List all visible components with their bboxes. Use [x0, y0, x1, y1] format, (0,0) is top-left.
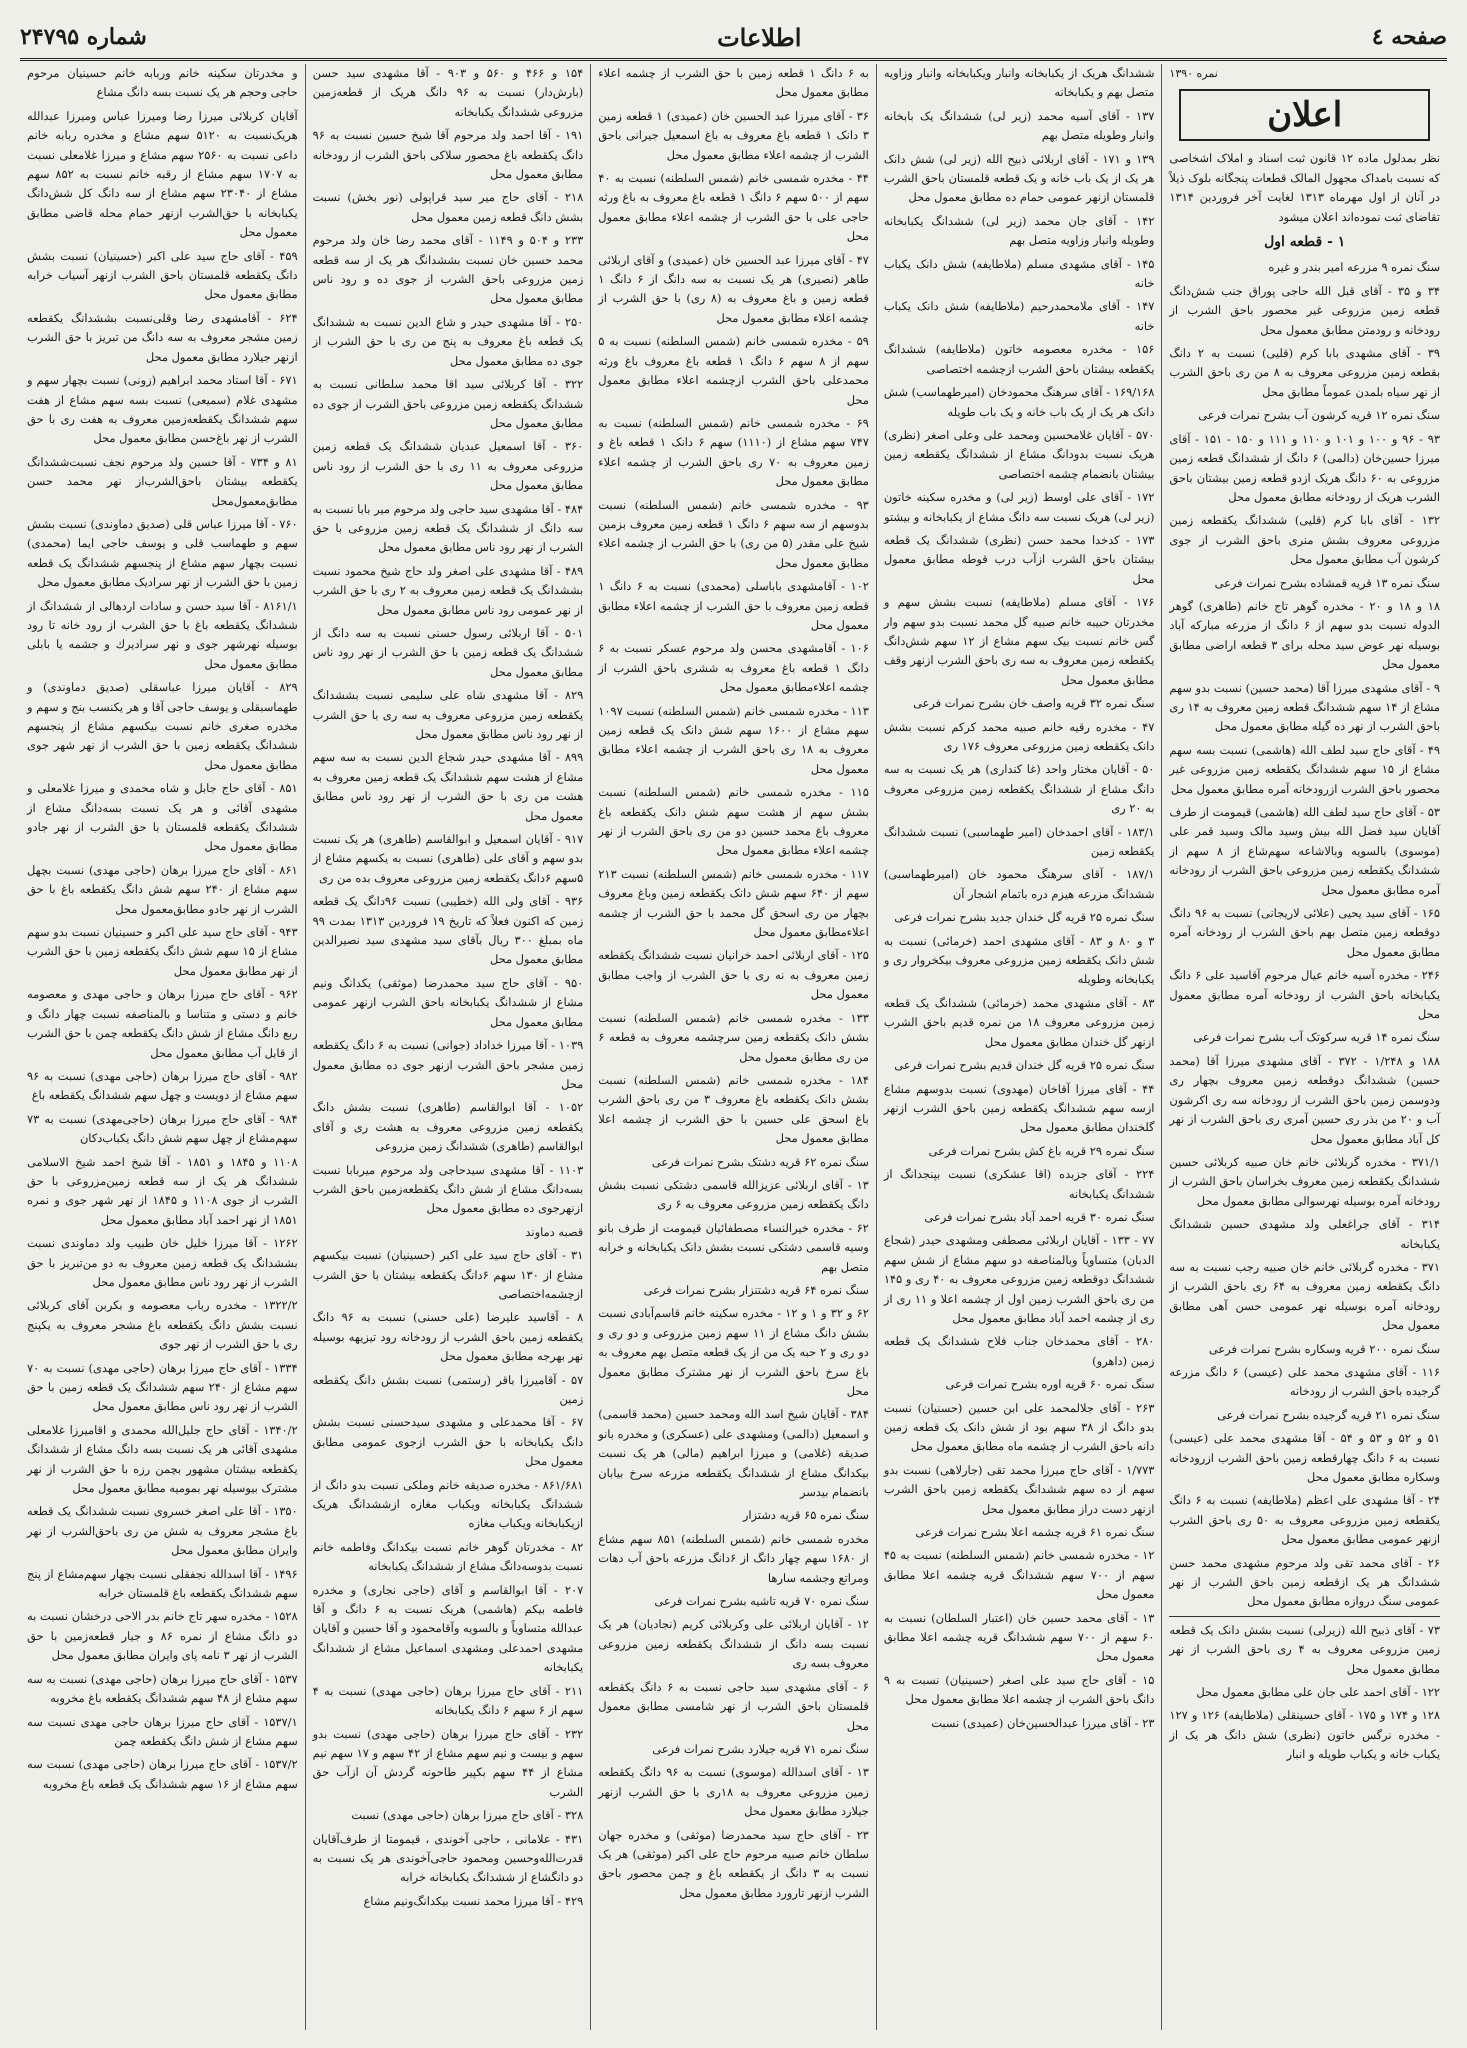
notice-entry: ۱/۷۷۳ - آقای حاج میرزا محمد تقی (جارلاهی) نسبت بدو سهم از ده سهم ششدانگ یکقطعه زمین باحق الشرب ازنهر دست دراز مطابق معمول محل [883, 1462, 1155, 1516]
notice-entry: ۴۴ - آقای میرزا آقاخان (مهدوی) نسبت بدوسهم مشاع ازسه سهم ششدانگ یکقطعه زمین باحق الشرب ازنهر گلخندان مطابق معمول محل [883, 1081, 1155, 1135]
notice-entry: ۳۲۸ - آقای حاج میرزا برهان (حاجی مهدی) نسبت [351, 1808, 584, 1823]
notice-entry: ۱۴۵ - آقای مشهدی مسلم (ملاطایفه) شش دانک یکباب خانه [883, 256, 1155, 291]
notice-entry: ۸۳ - آقای مشهدی محمد (خرمائی) ششدانگ یک قطعه زمین مزروعی معروف ۱۸ من نمره قدیم باحق الشرب ازنهر گل خندان مطابق معمول محل [883, 995, 1155, 1049]
notice-entry: ۶۷۱ - آقا استاد محمد ابراهیم (زونی) نسبت بچهار سهم و مشهدی غلام (سمیعی) نسبت بسه سهم مشاع از هفت سهم ششدانگ یکقطعه‌زمین معروف به هفت ری با حق الشرب از نهر باغ‌حسن مطابق معمول محل [27, 373, 298, 446]
notice-entry: ۹۴۳ - آقای حاج سید علی اکبر و حسینیان نسبت بدو سهم مشاع از ۱۵ سهم شش دانگ یکقطعه زمین با حق الشرب از نهر مطابق معمول محل [27, 925, 298, 978]
notice-entry: ۱۶۹/۱۶۸ - آقای سرهنگ محمودخان (امیرطهماسب) شش دانک هر یک از یک باب خانه و یک باب طویله [883, 385, 1155, 419]
notice-entry: سنگ نمره ۶۵ قریه دشتزار [742, 1508, 869, 1523]
masthead [20, 16, 1447, 61]
notice-entry: ششدانگ هریک از یکبابخانه وانبار ویکبابخانه وانبار وزاویه متصل بهم و یکبابخانه [883, 66, 1155, 100]
notice-entry: ۳۷۱/۱ - مخدره گربلائی خانم خان صبیه کربلائی حسین ششدانگ یکقطعه زمین معروف بخراسان باحق الشرب از رودخانه آمره بوسیله نهرسوالی مطابق معمول محل [1169, 1154, 1440, 1208]
column-4 [305, 64, 591, 2030]
notice-entry: ۱۳۹ و ۱۷۱ - آقای اربلائی ذبیح الله (زیر لی) شش دانک هر یک از یک باب خانه و یک قطعه قلمستان باحق الشرب قلمستان ازنهر عمومی حمام ده مطابق معمول محل [883, 151, 1155, 205]
notice-entry: ۳۸۴ - آقایان شیخ اسد الله ومحمد حسین (محمد قاسمی) و اسمعیل (دالمی) ومشهدی علی (عسکری) و مخدره بانو صدیقه (غلامی) و میرزا ابراهیم (مالی) هر یک نسبت بیکدانگ مشاع از ششدانگ یکقطعه مزرعه سرخ بیابان بانضمام بیدسر [598, 1407, 869, 1500]
notice-entry: و مخدرتان سکینه خانم وربابه خانم حسینیان مرحوم حاجی وحجم هر یک نسبت بسه دانگ مشاع [27, 66, 298, 100]
notice-entry: سنگ نمره ۲۵ قریه گل خندان جدید بشرح نمرات فرعی [894, 910, 1155, 925]
notice-entry: ۷۳ - آقای ذبیح الله (زیرلی) نسبت بشش دانک یک قطعه زمین مزروعی معروف به ۴ ری باحق الشرب از نهر مطابق معمول محل [1169, 1622, 1440, 1676]
notice-entry: سنگ نمره ۲۰۰ قریه وسکاره بشرح نمرات فرعی [1208, 1341, 1440, 1356]
notice-title: اعلان [1179, 89, 1430, 141]
notice-entry: ۶ - آقای مشهدی سید حاجی نسبت به ۶ دانگ یکقطعه قلمستان باحق الشرب از نهر شامسی مطابق معمول محل [598, 1679, 869, 1733]
column-1 [1161, 64, 1447, 2030]
notice-entry: ۱۶۵ - آقای سید یحیی (علائی لاریجانی) نسبت به ۹۶ دانگ دوقطعه زمین متصل بهم باحق الشرب از رودخانه آمره مطابق معمول محل [1169, 906, 1440, 959]
notice-entry: ۵۷ - آقامیرزا باقر (رستمی) نسبت بشش دانگ یکقطعه زمین [312, 1372, 584, 1406]
notice-entry: سنگ نمره ۶۰ قریه اوره بشرح نمرات فرعی [945, 1377, 1155, 1392]
notice-entry: ۹۶۲ - آقای حاج میرزا برهان و حاجی مهدی و معصومه خانم و دستی و متناسا و بالمناصفه نسبت چهار دانگ و ربع دانگ مشاع از شش دانگ یکقطعه چمن با حق الشرب از قابل آب مطابق معمول محل [27, 987, 298, 1060]
notice-entry: ۱۱۳ - مخدره شمسی خانم (شمس السلطنه) نسبت ۱۰۹۷ سهم مشاع از ۱۶۰۰ سهم شش دانک یک قطعه زمین معروف به ۱۸ ری باحق الشرب از چشمه اعلاء مطابق معمول محل [598, 703, 869, 776]
notice-entry: سنگ نمره ۳۲ قریه واصف خان بشرح نمرات فرعی [913, 696, 1155, 711]
notice-entry: ۸ - آقاسید علیرضا (علی حسنی) نسبت به ۹۶ دانگ یکقطعه زمین باحق الشرب از رودخانه رود تیزیهه بوسیله نهر بهرجه مطابق معمول محل [312, 1310, 584, 1364]
notice-entry: ۱۳۴۰/۲ - آقای حاج جلیل‌الله محمدی و اقامیرزا غلامعلی مشهدی آقائی هر یک نسبت بسه دانگ مشاع از ششدانگ یکقطعه بیشتان مشهور بچمن رزه با حق الشرب از نهر مشترک بیوسیله نهر بمومیه مطابق معمول محل [27, 1422, 298, 1496]
section-title: ۱ - قطعه اول [1264, 234, 1346, 251]
notice-entry: ۳ و ۸۰ و ۸۳ - آقای مشهدی احمد (خرمائی) نسبت به شش دانک یکقطعه زمین مزروعی معروف بیکخروار ری و یکبابخانه وطویله [883, 933, 1155, 987]
notice-entry: ۲۸۰ - آقای محمدخان جناب فلاح ششدانگ یک قطعه زمین (داهرو) [883, 1334, 1155, 1368]
notice-entry: ۴۷ - آقای میرزا عبد الحسین خان (عمیدی) و آقای اربلائی طاهر (نصیری) هر یک نسبت به سه دانگ از ۶ دانگ ۱ قطعه زمین و باغ معروف به (۸ ری) با حق الشرب از چشمه اعلاء مطابق معمول محل [598, 252, 869, 325]
notice-entry: سنگ نمره ۷۱ قریه جیلارد بشرح نمرات فرعی [652, 1741, 869, 1756]
notice-entry: ۲۶ - آقای محمد تقی ولد مرحوم مشهدی محمد حسن ششدانگ هر یک ازقطعه زمین باحق الشرب از نهر عمومی سنگ دروازه مطابق معمول محل [1169, 1555, 1440, 1609]
entry-list [1169, 258, 1440, 1611]
notice-entry: ۲۳۲ - آقای حاج میرزا برهان (حاجی مهدی) نسبت بدو سهم و بیست و نیم سهم مشاع از ۴۲ سهم و ۱۷ سهم نیم مشاع از ۴۴ سهم بکپیر طاحونه گردش آن ازآب حق الشرب [312, 1726, 584, 1799]
notice-entry: ۲۱۸ - آقای حاج میر سید قراپولی (نور بخش) نسبت بشش دانگ قطعه زمین معمول محل [312, 190, 584, 224]
notice-entry: ۳۶ - آقای میرزا عبد الحسین خان (عمیدی) ۱ قطعه زمین ۳ دانک ۱ قطعه باغ معروف به باغ اسمعیل جیرانی باحق الشرب از چشمه اعلاء مطابق معمول محل [598, 108, 869, 162]
notice-entry: ۸۵۱ - آقای حاج جابل و شاه محمدی و میرزا غلامعلی و مشهدی آقائی و هر یک نسبت بسه‌دانگ مشاع از ششدانگ یکقطعه قلمستان با حق الشرب از نهر جادو مطابق معمول محل [27, 781, 298, 854]
notice-entry: سنگ نمره ۷۰ قریه تاشیه بشرح نمرات فرعی [654, 1594, 869, 1609]
notice-entry: ۸۲۹ - آقا مشهدی شاه علی سلیمی نسبت بششدانگ یکقطعه زمین مزروعی معروف به سه ری با حق الشرب از نهر رود ناس مطابق معمول محل [312, 688, 584, 741]
notice-entry: ۱۰۶ - آقامشهدی محسن ولد مرحوم عسکر نسبت به ۶ دانگ ۱ قطعه باغ معروف به ششری باحق الشرب از چشمه اعلاءمطابق معمول محل [598, 641, 869, 695]
notice-entry: سنگ نمره ۹ مزرعه امیر بندر و غیره [1268, 260, 1440, 275]
notice-entry: ۱۰۲ - آقامشهدی باباسلی (محمدی) نسبت به ۶ دانگ ۱ قطعه زمین معروف با حق الشرب از چشمه اعلاء مطابق معمول محل [598, 579, 869, 632]
notice-entry: ۳۷۱ - مخدره گربلائی خانم خان صبیه رجب نسبت به سه دانگ یکقطعه زمین معروف به ۶۴ ری باحق الشرب از رودخانه آمره بوسیله نهر عمومی حسن آهی مطابق معمول محل [1169, 1259, 1440, 1333]
column-5 [20, 64, 305, 2030]
notice-entry: ۴۹ - آقای حاج سید لطف الله (هاشمی) نسبت بسه سهم مشاع از ۱۵ سهم ششدانگ یکقطعه زمین مزروعی غیر محصور باحق الشرب ازرودخانه آمره مطابق معمول محل [1169, 742, 1440, 796]
notice-entry: ۱۰۵۲ - آقا ابوالقاسم (طاهری) نسبت بشش دانگ یکقطعه زمین مزروعی معروف به هشت ری و آقای ابوالقاسم (طاهری) ششدانگ زمین مزروعی [312, 1100, 584, 1154]
notice-entry: ۹۳۶ - آقای ولی الله (خطیبی) نسبت ۹۶دانگ یک قطعه زمین که اکنون فعلاً که تاریخ ۱۹ فروردین ۱۳۱۳ بمدت ۹۹ ماه بمبلغ ۳۰۰ ریال بآقای سید مشهدی سید نصیرالدین مطابق معمول محل [312, 894, 584, 967]
notice-entry: سنگ نمره ۶۱ قریه چشمه اعلا بشرح نمرات فرعی [915, 1525, 1155, 1540]
notice-entry: ۲۳ - آقای میرزا عبدالحسین‌خان (عمیدی) نسبت [931, 1715, 1155, 1730]
notice-entry: ۱۲ - مخدره شمسی خانم (شمس السلطنه) نسبت به ۴۵ سهم از ۷۰۰ سهم ششدانگ قریه چشمه اعلا مطابق معمول محل [883, 1548, 1155, 1602]
notice-entry: ۲۲۴ - آقای جزبده (اقا عشکری) نسبت بپنجدانگ از ششدانگ یکبابخانه [883, 1167, 1155, 1201]
notice-entry: سنگ نمره ۲۵ قریه گل خندان قدیم بشرح نمرات فرعی [894, 1058, 1155, 1073]
notice-entry: ۳۴ و ۳۵ - آقای قبل الله حاجی پوراق جنب شش‌دانگ قطعه زمین مزروعی غیر محصور باحق الشرب از رودخانه و رودمتن مطابق معمول محل [1169, 283, 1440, 337]
notice-entry: ۴۸۴ - آقا مشهدی سید حاجی ولد مرحوم میر بابا نسبت به سه دانگ از ششدانگ یک قطعه زمین مزروعی با حق الشرب از نهر رود ناس مطابق معمول محل [312, 501, 584, 555]
notice-entry: ۱۳۳۴ - آقای حاج میرزا برهان (حاجی مهدی) نسبت به ۷۰ سهم مشاع از ۲۴۰ سهم ششدانگ یک قطعه زمین با حق الشرب از نهر رود ناس مطابق معمول محل [27, 1360, 298, 1414]
notice-entry: ۳۶۰ - آقا اسمعیل عبدیان ششدانگ یک قطعه زمین مزروعی معروف به ۱۱ ری با حق الشرب از رود ناس مطابق معمول محل [312, 439, 584, 493]
notice-entry: ۲۳۳ و ۵۰۴ و ۱۱۴۹ - آقای محمد رضا خان ولد مرحوم محمد حسین خان نسبت بششدانگ هر یک از سه قطعه زمین مزروعی باحق الشرب از جوی ده و رود ناس مطابق معمول محل [312, 233, 584, 306]
entry-list [27, 64, 298, 1794]
notice-entry: ۱۳۷ - آقای آسیه محمد (زیر لی) ششدانگ یک بابخانه وانبار وطویله متصل بهم [883, 108, 1155, 143]
notice-entry: ۱۸۳/۱ - آقای احمدخان (امیر طهماسبی) نسبت ششدانگ یکقطعه زمین [883, 824, 1155, 859]
notice-entry: به ۶ دانگ ۱ قطعه زمین با حق الشرب از چشمه اعلاء مطابق معمول محل [598, 66, 869, 100]
notice-entry: سنگ نمره ۱۲ قریه کرشون آب بشرح نمرات فرعی [1198, 408, 1440, 423]
notice-entry: ۶۹ - مخدره شمسی خانم (شمس السلطنه) نسبت به ۷۴۷ سهم مشاع از (۱۱۱۰) سهم ۶ دانک ۱ قطعه باغ و زمین معروف به ۷۰ ری باحق الشرب از چشمه اعلاء مطابق معمول محل [598, 415, 869, 489]
notice-entry: ۹۸۲ - آقای حاج میرزا برهان (حاجی مهدی) نسبت به ۹۶ سهم مشاع از دویست و چهل سهم ششدانگ یکقطعه باغ [27, 1068, 298, 1103]
notice-entry: ۱۰۳۹ - آقا میرزا خداداد (جوانی) نسبت به ۶ دانگ یکقطعه زمین مشجر باحق الشرب ازنهر جوی ده مطابق معمول محل [312, 1038, 584, 1091]
notice-entry: مخدره شمسی خانم (شمس السلطنه) ۸۵۱ سهم مشاع از ۱۶۸۰ سهم چهار دانگ از ۶دانگ مزرعه باحق آب دهات ومراتع وجشمه سارها [598, 1531, 869, 1585]
divider [1169, 1616, 1440, 1617]
notice-entry: ۵۰ - آقایان مختار واحد (غا کنداری) هر یک نسبت به سه دانگ مشاع از ششدانگ یکقطعه زمین مزروعی معروف به ۲۰ ری [883, 762, 1155, 816]
notice-entry: ۱۳ - آقای محمد حسین خان (اعتبار السلطان) نسبت به ۶۰ سهم از ۷۰۰ سهم ششدانگ قریه چشمه اعلا مطابق معمول محل [883, 1610, 1155, 1664]
notice-entry: ۵۱ و ۵۲ و ۵۳ و ۵۴ - آقا مشهدی محمد علی (عیسی) نسبت به ۶ دانگ چهارقطعه زمین باحق الشرب ازرودخانه وسکاره مطابق معمول محل [1169, 1431, 1440, 1484]
notice-entry: ۱۸۸ و ۱/۲۴۸ - ۳۷۲ - آقای مشهدی میرزا آقا (محمد حسین) ششدانگ دوقطعه زمین معروف بچهار ری ودوسمن زمین باحق الشرب از رودخانه سه ری اکرشون آب و ۲۰ من بذر ری حسین آمری ری باحق الشرب از نهر کل آباد مطابق معمول محل [1169, 1053, 1440, 1146]
notice-entry: ۲۴ - آقا مشهدی علی اعظم (ملاطایفه) نسبت به ۶ دانگ یکقطعه زمین مزروعی معروف به ۵۰ ری باحق الشرب ازنهر عمومی مطابق معمول محل [1169, 1493, 1440, 1547]
notice-entry: ۱۱۶ - آقای مشهدی محمد علی (عیسی) ۶ دانگ مزرعه گرجیده باحق الشرب از رودخانه [1169, 1364, 1440, 1399]
notice-entry: ۸۹۹ - آقا مشهدی حیدر شجاع الدین نسبت به سه سهم مشاع از هشت سهم ششدانگ یک قطعه زمین معروف به هشت من ری با حق الشرب از نهر رود ناس مطابق معمول محل [312, 750, 584, 823]
notice-entry: ۱۲ - آقایان اربلائی علی وکربلائی کریم (نجادیان) هر یک نسبت بسه دانگ از ششدانگ یکقطعه زمین مزروعی معروف بسه ری [598, 1617, 869, 1671]
notice-entry: ۲۴۶ - مخدره آسیه خانم عیال مرحوم آقاسید علی ۶ دانگ یکبابخانه باحق الشرب از رودخانه آمره مطابق معمول محل [1169, 968, 1440, 1022]
notice-entry: ۹۸۴ - آقای حاج میرزا برهان (حاجی‌مهدی) نسبت به ۷۳ سهم‌مشاع از چهل سهم شش دانگ یکباب‌دکان [27, 1111, 298, 1146]
notice-entry: ۱۷۶ - آقای مسلم (ملاطایفه) نسبت بشش سهم و مخدرتان حبیبه خانم صبیه گل محمد نسبت بدو سهم وار گس خانم نسبت بیک سهم مشاع از ۱۲ سهم شش‌دانگ یکقطعه زمین معروف به سه ری باحق الشرب ازنهر وقف مطابق معمول محل [883, 595, 1155, 687]
notice-entry: ۹۱۷ - آقایان اسمعیل و ابوالقاسم (طاهری) هر یک نسبت بدو سهم و آقای علی (طاهری) نسبت به یکسهم مشاع از ۵سهم ۶دانگ یکقطعه زمین مزروعی معروف بده من ری [312, 832, 584, 885]
notice-entry: ۱۸ و ۱۸ و ۲۰ - مخدره گوهر تاج خانم (طاهری) گوهر الدوله نسبت بدو سهم از ۶ دانگ از مزرعه مبارکه آباد بوسیله نهر عوض سید محله برای ۳ قطعه اراضی مطابق معمول محل [1169, 598, 1440, 672]
notice-entry: ۱۲۸ و ۱۷۴ و ۱۷۵ - آقای حسینقلی (ملاطایفه) ۱۲۶ و ۱۲۷ - مخدره نرگس خاتون (نظری) شش دانگ هر یک از یکباب خانه و یکباب طویله و انبار [1169, 1708, 1441, 1762]
notice-entry: ۱۹۱ - آقا احمد ولد مرحوم آقا شیخ حسین نسبت به ۹۶ دانگ یکقطعه باغ محصور سلاکی باحق الشرب از رودخانه مطابق معمول محل [312, 128, 584, 182]
notice-entry: ۱۱۰۳ - آقا مشهدی سیدحاجی ولد مرحوم میربابا نسبت بسه‌دانگ مشاع از شش دانگ یکقطعه‌زمین باحق الشرب ازنهرجوی ده مطابق معمول محل [312, 1162, 584, 1216]
notice-entry: ۱۵۶ - مخدره معصومه خاتون (ملاطایفه) ششدانگ یکقطعه بیشتان باحق الشرب ازچشمه اختصاصی [883, 342, 1155, 376]
notice-entry: ۱۳۵۰ - آقا علی اصغر خسروی نسبت ششدانگ یک قطعه باغ مشجر معروف به شش من ری باحق‌الشرب از نهر وایران مطابق معمول محل [27, 1504, 298, 1558]
notice-entry: ۹۳ - مخدره شمسی خانم (شمس السلطنه) نسبت بدوسهم از سه سهم ۶ دانگ ۱ قطعه زمین معروف بزمین شیخ علی مقدر (۵ من ری) با حق الشرب از چشمه اعلاء مطابق معمول محل [598, 497, 869, 570]
notice-entry: ۱۳۲۲/۲ - مخدره رباب معصومه و بکربن آقای کربلائی نسبت بشش دانگ یکقطعه باغ مشجر معروف به یکپنج ری با حق الشرب از نهر جوی [27, 1298, 298, 1352]
entry-list [598, 64, 869, 1903]
notice-entry: ۱۱۷ - مخدره شمسی خانم (شمس السلطنه) نسبت ۲۱۳ سهم از ۶۴۰ سهم شش دانک یکقطعه زمین وباغ معروف بچهار من ری اسحق گل محمد با حق الشرب از چشمه اعلاءمطابق معمول محل [598, 866, 869, 940]
notice-entry: ۲۶۳ - آقای جلالمحمد علی ابن حسین (حسنیان) نسبت بدو دانگ از ۳۸ سهم بود از شش دانک یک قطعه زمین دانه باحق الشرب از چشمه ماه مطابق معمول محل [883, 1400, 1155, 1454]
notice-entry: ۹۳ - ۹۶ و ۱۰۰ و ۱۰۱ و ۱۱۰ و ۱۱۱ و ۱۵۰ - ۱۵۱ - آقای میرزا حسین‌خان (دالمی) ۶ دانگ از ششدانگ قطعه زمین مزروعی به ۶۰ دانگ هریک ازدو قطعه زمین بیشتان باحق الشرب هریک از رودخانه مطابق معمول محل [1169, 431, 1441, 504]
notice-entry: ۱۲۶۲ - آقا میرزا خلیل خان طبیب ولد دماوندی نسبت بششدانگ یک قطعه زمین معروف به دو من‌تبریز با حق الشرب از نهر رود ناس مطابق معمول محل [27, 1236, 298, 1289]
notice-entry: ۲۰۷ - آقا ابوالقاسم و آقای (حاجی نجاری) و مخدره فاطمه بیکم (هاشمی) هریک نسبت به ۶ دانگ و آقا عبدالله متساویاً و بالسویه وآقامحمود و آقا حسین و آقایان مشهدی احمدعلی ومشهدی اسماعیل مشاع از ششدانگ یکبابخانه [312, 1582, 584, 1675]
notice-entry: سنگ نمره ۲۹ قریه باغ کش بشرح نمرات فرعی [928, 1143, 1155, 1158]
notice-entry: ۱۸۷/۱ - آقای سرهنگ محمود خان (امیرطهماسبی) ششدانگ مزرعه هیزم دره باتمام اشجار آن [883, 867, 1155, 901]
notice-entry: ۱۱۵ - مخدره شمسی خانم (شمس السلطنه) نسبت بشش سهم از هشت سهم شش دانک یکقطعه باغ معروف باغ محمد حسین دو من ری باحق الشرب از نهر چشمه اعلاء مطابق معمول محل [598, 785, 869, 858]
notice-entry: ۴۳۱ - علامانی ، حاجی آخوندی ، قیمومتا از طرف‌آقایان قدرت‌الله‌وحسین ومحمود حاجی‌آخوندی هر یک نسبت به دو دانگشاع از ششدانگ یکبابخانه خرابه [312, 1831, 584, 1885]
columns-container [20, 64, 1447, 2030]
notice-entry: ۱۴۷ - آقای ملامحمدرحیم (ملاطایفه) شش دانک یکباب خانه [883, 299, 1155, 333]
entry-list [884, 64, 1155, 1733]
notice-entry: ۹۵۰ - آقای حاج سید محمدرضا (موثقی) یکدانگ ونیم مشاع از ششدانگ یکبابخانه باحق الشرب ازنهر عمومی مطابق معمول محل [312, 975, 584, 1029]
notice-entry: ۱۴۲ - آقای جان محمد (زیر لی) ششدانگ یکبابخانه وطویله وانبار وزاویه متصل بهم [883, 213, 1155, 248]
notice-entry: ۸۲ - مخدرتان گوهر خانم نسبت بیکدانگ وفاطمه خانم نسبت بدوسه‌دانگ مشاع از ششدانگ یکبابخانه [312, 1539, 584, 1574]
notice-entry: ۵۷۰ - آقایان غلامحسین ومحمد علی وعلی اصغر (نظری) هریک نسبت بدودانگ مشاع از ششدانگ یکقطعه زمین بیشتان بانضمام چشمه اختصاصی [883, 427, 1155, 481]
notice-entry: ۸۶۱ - آقای حاج میرزا برهان (حاجی مهدی) نسبت بچهل سهم مشاع از ۲۴۰ سهم شش دانگ یکقطعه باغ با حق الشرب از نهر جادو مطابق‌معمول محل [27, 862, 298, 916]
notice-entry: ۱۵۴ و ۴۶۶ و ۵۶۰ و ۹۰۳ - آقا مشهدی سید حسن (بارش‌دار) نسبت به ۹۶ دانگ هریک از قطعه‌زمین مزروعی ششدانگ یکبابخانه [312, 66, 584, 119]
notice-entry: ۸۱۶۱/۱ - آقا سید حسن و سادات اردهالی از ششدانگ از ششدانگ یکقطعه باغ با حق الشرب از رود خانه تا رود بوسیله نهرشهر جوی و نهر سرادیرك و جشمه یا بابلی مطابق معمول محل [27, 598, 298, 671]
issue-number: شماره ۲۴۷۹۵ [20, 24, 147, 50]
notice-entry: سنگ نمره ۱۳ قریه قمشاده بشرح نمرات فرعی [1214, 575, 1440, 590]
notice-entry: ۱۲۵ - آقای اربلائی احمد خرانیان نسبت ششدانگ یکقطعه زمین معروف به نه ری با حق الشرب از واجب مطابق معمول محل [598, 948, 869, 1002]
notice-entry: ۱۳ - آقای اربلائی عزیزالله قاسمی دشتکی نسبت بشش دانگ یکقطعه زمین مزروعی معروف به ۶ ری [598, 1177, 869, 1212]
notice-entry: ۲۳ - آقای حاج سید محمدرضا (موثقی) و مخدره جهان سلطان خانم صبیه مرحوم حاج علی اکبر (موثقی) هر یک نسبت به ۳ دانگ از یکقطعه باغ و چمن محصور باحق الشرب ازنهر تارورد مطابق معمول محل [598, 1827, 869, 1900]
notice-entry: ۹ - آقای مشهدی میرزا آقا (محمد حسین) نسبت بدو سهم مشاع از ۱۴ سهم ششدانگ قطعه زمین معروف به ۱۴ ری باحق الشرب از نهر ده گیله مطابق معمول محل [1169, 680, 1440, 734]
notice-entry: ۱۲۲ - آقای احمد علی جان علی مطابق معمول محل [1196, 1685, 1440, 1700]
notice-entry: ۴۸۹ - آقا مشهدی علی اصغر ولد حاج شیخ محمود نسبت بششدانگ یک قطعه زمین معروف به ۲ ری با حق الشرب از نهر عمومی رود ناس مطابق معمول محل [312, 563, 584, 617]
column-3 [590, 64, 876, 2030]
notice-entry: سنگ نمره ۶۲ قریه دشتک بشرح نمرات فرعی [651, 1154, 869, 1169]
notice-entry: ۱۳۲ - آقای بابا کرم (قلیی) ششدانگ یکقطعه زمین مزروعی معروف بشش منری باحق الشرب از جوی کرشون آب مطابق معمول محل [1169, 513, 1440, 567]
notice-entry: ۲۱۱ - آقای حاج میرزا برهان (حاجی مهدی) نسبت به ۴ سهم از ۶ سهم ۶ دانگ یکبابخانه [312, 1683, 584, 1718]
notice-entry: ۸۲۹ - آقایان میرزا عباسقلی (صدیق دماوندی) و طهماسبقلی و یوسف حاجی آقا و هر یکنسب بنج و سهم و مخدره صغری خانم نسبت بیکسهم مشاع از پنجسهم ششدانگ یکقطعه زمین با حق الشرب از نهر شهر جوی مطابق معمول محل [27, 680, 298, 772]
notice-entry: ۳۹ - آقای مشهدی بابا کرم (قلیی) نسبت به ۲ دانگ بقطعه زمین مزروعی معروف به ۸ من ری باحق الشرب از نهر سیاه بلمدن عموماً مطابق محل [1169, 346, 1440, 399]
notice-entry: ۱۷۳ - کدخدا محمد حسن (نظری) ششدانگ یک قطعه بیشتان باحق الشرب ازآب درب قوطه مطابق معمول محل [883, 532, 1155, 586]
notice-entry: ۱۳۳ - مخدره شمسی خانم (شمس السلطنه) نسبت بشش دانک یکقطعه زمین سرچشمه معروف به قطعه ۶ من ری مطابق معمول محل [598, 1010, 869, 1064]
notice-entry: ۴۵۹ - آقای حاج سید علی اکبر (حسینیان) نسبت بشش دانگ یکقطعه قلمستان باحق الشرب ازنهر آسیاب خرابه مطابق معمول محل [27, 248, 298, 302]
notice-entry: ۷۷ - ۱۳۳ - آقایان اربلائی مصطفی ومشهدی حیدر (شجاع الدبان) متساویاً وبالمناصفه دو سهم مشاع از شش سهم ششدانگ دوقطعه زمین مزروعی معروف به ۴۰ ری و ۱۴۵ من ری باحق الشرب زمین اول از چشمه اعلا و ۱۱ ری از ری از چشمه احمد آباد مطابق معمول محل [883, 1233, 1155, 1325]
notice-entry: ۳۱۴ - آقای جراغعلی ولد مشهدی حسین ششدانگ یکبابخانه [1169, 1217, 1440, 1251]
notice-entry: قصبه دماوند [525, 1224, 584, 1239]
notice-entry: ۵۰۱ - آقا اربلائی رسول حسنی نسبت به سه دانگ از ششدانگ یک قطعه زمین با حق الشرب از نهر رود ناس مطابق معمول محل [312, 625, 584, 679]
notice-entry: ۱۳ - آقای اسدالله (موسوی) نسبت به ۹۶ دانگ یکقطعه زمین مزروعی معروف به ۱۸ری با حق الشرب ازنهر جیلارد مطابق معمول محل [598, 1765, 869, 1819]
column-2 [876, 64, 1162, 2030]
notice-entry: ۱۵۳۷/۱ - آقای حاج میرزا برهان حاجی مهدی نسبت سه سهم مشاع از شش دانگ یکقطعه چمن [27, 1714, 298, 1748]
notice-entry: ۵۳ - آقای حاج سید لطف الله (هاشمی) قیمومت از طرف آقایان سید فضل الله بیش وسید مالک وسید قمر علی (موسوی) بالسویه وبالاشاعه سهم‌شاع از ۸ سهم از ششدانگ یکقطعه زمین مزروعی باحق الشرب از رودخانه آمره مطابق معمول محل [1169, 805, 1440, 897]
notice-entry: ۸۶۱/۶۸۱ - مخدره صدیقه خانم وملکی نسبت بدو دانگ از ششدانگ یکبابخانه ویکباب مغازه ازششدانگ هریک ازیکبابخانه ویکباب مغازه [312, 1477, 584, 1531]
notice-entry: ۱۵۳۷ - آقای حاج میرزا برهان (حاجی مهدی) نسبت به سه سهم مشاع از ۴۸ سهم ششدانگ یکقطعه باغ مخروبه [27, 1671, 298, 1706]
notice-entry: ۱۸۴ - مخدره شمسی خانم (شمس السلطنه) نسبت بشش دانک یکقطعه باغ معروف ۳ من ری باحق الشرب باغ اسحق علی حسین با حق الشرب از چشمه اعلا مطابق معمول محل [598, 1072, 869, 1146]
notice-entry: ۱۴۹۶ - آقا اسدالله نجفقلی نسبت بچهار سهم‌مشاع از پنج سهم ششدانگ یکقطعه باغ قلمستان خرابه [27, 1566, 298, 1601]
notice-entry: ۴۷ - مخدره رقیه خانم صبیه محمد کرکم نسبت بشش دانک یکقطعه زمین مزروعی معروف ۱۷۶ ری [883, 719, 1155, 753]
notice-entry: ۵۹ - مخدره شمسی خانم (شمس السلطنه) نسبت به ۵ سهم از ۸ سهم ۶ دانگ ۱ قطعه باغ معروف باغ ورثه محمدعلی باحق الشرب ازچشمه اعلاء مطابق معمول محل [598, 334, 869, 407]
notice-entry: ۱۵ - آقای حاج سید علی اصغر (حسینیان) نسبت به ۹ دانگ باحق الشرب از چشمه اعلا مطابق معمول محل [883, 1672, 1155, 1707]
notice-number: نمره ۱۳۹۰ [1169, 67, 1218, 80]
notice-entry: ۲۵۰ - آقا مشهدی حیدر و شاع الدین نسبت به ششدانگ یک قطعه باغ معروف به پنج من ری با حق الشرب از جوی ده مطابق معمول محل [312, 314, 584, 368]
notice-entry: ۶۲ - مخدره خیرالنساء مصطفائیان قیمومت از طرف بانو وسیه قاسمی دشتکی نسبت بشش دانک یکبابخانه و خرابه متصل بهم [598, 1220, 869, 1274]
notice-entry: ۳۲۲ - آقا کربلائی سید اقا محمد سلطانی نسبت به ششدانگ یکقطعه زمین مزروعی باحق الشرب از جوی ده مطابق معمول محل [312, 377, 584, 430]
page-number: صفحه ٤ [1371, 24, 1447, 50]
notice-entry: ۳۱ - آقای حاج سید علی اکبر (حسینیان) نسبت بیکسهم مشاع از ۱۳۰ سهم ۶دانگ یکقطعه بیشتان با حق الشرب ازچشمه‌اختصاصی [312, 1248, 584, 1301]
notice-entry: ۴۲۹ - آقا میرزا محمد نسبت بیکدانگ‌ونیم مشاع [363, 1893, 584, 1908]
notice-entry: ۶۲ و ۳۲ و ۱ و ۱۲ - مخدره سکینه خانم قاسم‌آبادی نسبت بشش دانگ مشاع از ۱۱ سهم زمین مزروعی و دو ری و دو ری و ۲ حبه یک من از یک قطعه متصل بهم معروف به باغ سرخ باحق الشرب از نهر مشترک مطابق معمول محل [598, 1306, 869, 1398]
notice-entry: ۱۵۲۸ - مخدره سهر تاج خانم بدر الاحی درخشان نسبت به دو دانگ مشاع از نمره ۸۶ و جیار قطعه‌زمین با حق الشرب از نهر ۳ نامه پای وایران مطابق معمول محل [27, 1609, 298, 1663]
notice-entry: ۱۵۳۷/۲ - آقای حاج میرزا برهان (حاجی مهدی) نسبت سه سهم مشاع از ۱۶ سهم ششدانگ یک قطعه باغ مخروبه [27, 1757, 298, 1791]
notice-entry: ۴۴ - مخدره شمسی خانم (شمس السلطنه) نسبت به ۴۰ سهم از ۵۰۰ سهم ۶ دانگ ۱ قطعه باغ معروف به باغ ورثه حاجی علی با حق الشرب از چشمه اعلاء مطابق معمول محل [598, 171, 869, 244]
notice-entry: ۶۲۴ - آقامشهدی رضا وقلی‌نسبت بششدانگ یکقطعه زمین مشجر معروف به سه دانگ من تبریز با حق الشرب ازنهر جیلارد مطابق معمول محل [27, 310, 298, 364]
notice-entry: سنگ نمره ۶۴ قریه دشتنزار بشرح نمرات فرعی [643, 1282, 869, 1297]
notice-entry: ۶۷ - آقا محمدعلی و مشهدی سیدحسنی نسبت بشش دانگ یکبابخانه با حق الشرب ازجوی عمومی مطابق معمول محل [312, 1415, 584, 1469]
bottom-entry-list [1169, 1621, 1440, 1765]
notice-entry: سنگ نمره ۲۱ قریه گرجیده بشرح نمرات فرعی [1217, 1407, 1440, 1422]
newspaper-title: اطلاعات [717, 22, 802, 52]
notice-entry: سنگ نمره ۱۴ قریه سرکوتک آب بشرح نمرات فرعی [1193, 1030, 1440, 1045]
notice-entry: ۷۶۰ - آقا میرزا عباس قلی (صدیق دماوندی) نسبت بشش سهم و طهماسب قلی و یوسف حاجی ایما (محمدی) نسبت بچهار سهم مشاع از پنجسهم ششدانگ یک قطعه زمین با حق الشرب از نهر سرادیک مطابق معمول محل [27, 516, 298, 590]
notice-intro: نظر بمدلول ماده ۱۲ قانون ثبت اسناد و املاک اشخاصی که نسبت بامداک مجهول المالک قطعات پنجگانه بلوک ذیلاً در آنان از اول مهرماه ۱۳۱۳ لغایت آخر فروردین ۱۳۱۴ تقاضای ثبت نموده‌اند اعلان میشود [1169, 151, 1440, 224]
notice-entry: ۱۱۰۸ و ۱۸۴۵ و ۱۸۵۱ - آقا شیخ احمد شیخ الاسلامی ششدانگ هر یک از سه قطعه زمین‌مزروعی با حق الشرب از جوی ۱۱۰۸ و ۱۸۴۵ از نهر شهر جوی و نمره ۱۸۵۱ از نهر احمد آباد مطابق معمول محل [27, 1154, 298, 1227]
notice-entry: ۸۱ و ۷۳۴ - آقا حسین ولد مرحوم نجف نسبت‌ششدانگ یکقطعه بیشتان باحق‌الشرب‌از نهر محمد حسن مطابق‌معمول‌محل [27, 454, 298, 508]
entry-list [313, 64, 584, 1911]
notice-entry: ۱۷۲ - آقای علی اوسط (زیر لی) و مخدره سکینه خاتون (زیر لی) هریک نسبت سه دانگ مشاع از یکبابخانه و بیشتو [883, 490, 1155, 524]
notice-entry: آقایان کربلائی میرزا رضا ومیرزا عباس ومیرزا عبدالله هریک‌نسبت به ۵۱۲۰ سهم مشاع و مخدره ربابه خانم داعی نسبت به ۲۵۶۰ سهم مشاع و میرزا غلامعلی نسبت به ۱۷۰۷ سهم مشاع از رقبه خانم نسبت به ۸۵۲ سهم مشاع از ۲۳۰۴۰ سهم مشاع از سه دانگ کل شش‌دانگ یکبابخانه با حق‌الشرب ازنهر حمام محله قاضی مطابق معمول محل [27, 108, 298, 240]
notice-entry: سنگ نمره ۳۰ قریه احمد آباد بشرح نمرات فرعی [924, 1209, 1155, 1224]
